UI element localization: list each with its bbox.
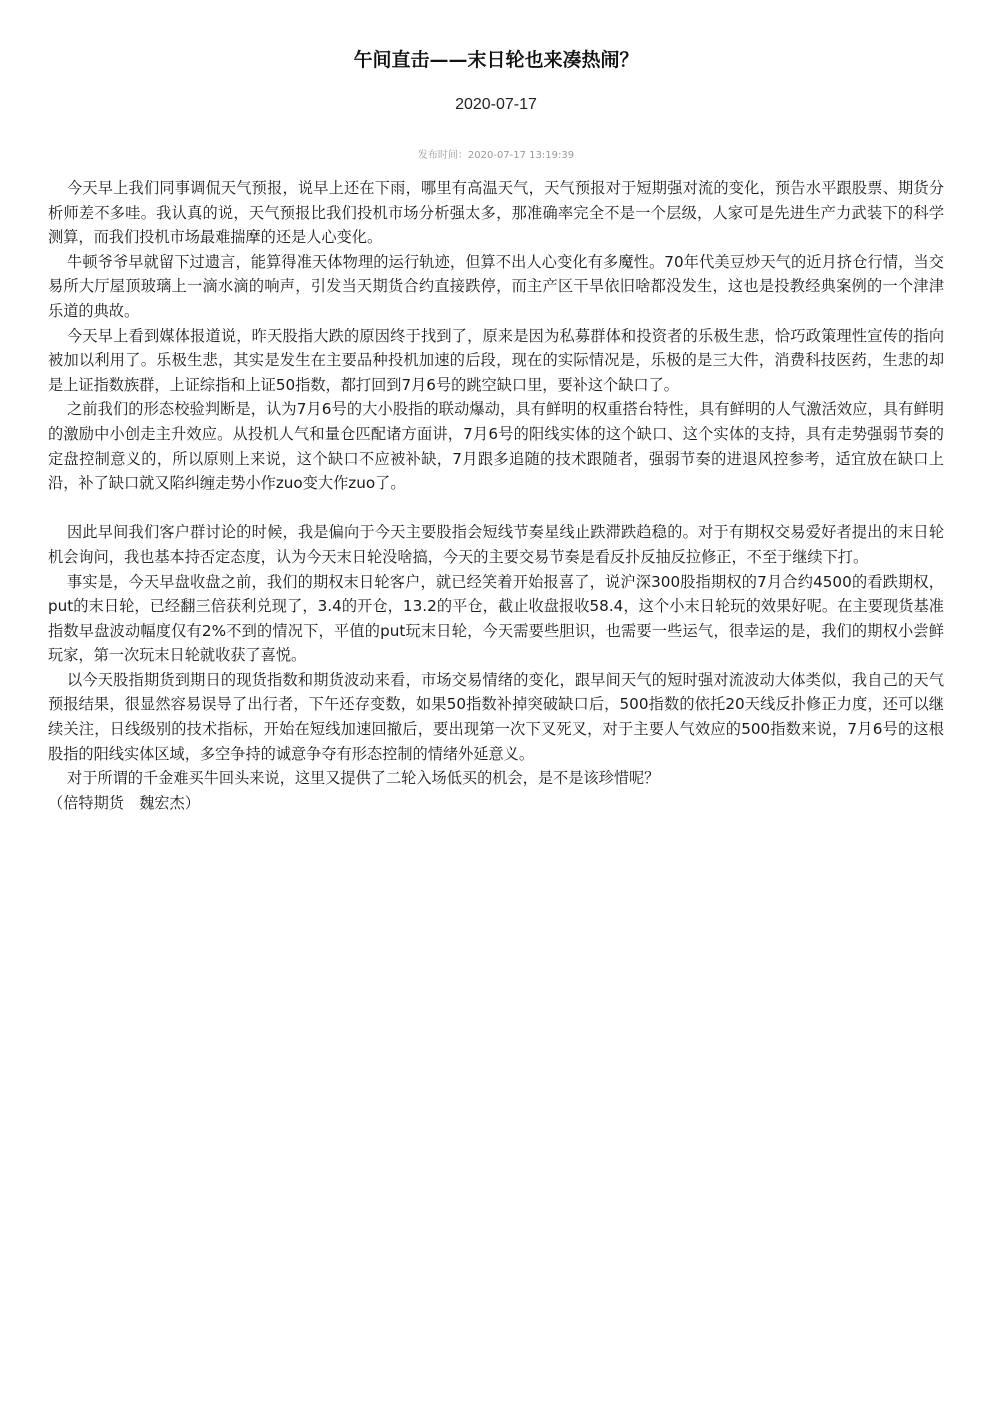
paragraph: 今天早上我们同事调侃天气预报，说早上还在下雨，哪里有高温天气，天气预报对于短期强对流的变化，预告水平跟股票、期货分析师差不多哇。我认真的说，天气预报比我们投机市场分析强太多，那准确率完全不是一个层级，人家可是先进生产力武装下的科学测算，而我们投机市场最难揣摩的还是人心变化。 [48,179,944,247]
paragraph-gap [48,496,944,521]
paragraph: 牛顿爷爷早就留下过遗言，能算得准天体物理的运行轨迹，但算不出人心变化有多魔性。70年代美豆炒天气的近月挤仓行情，当交易所大厅屋顶玻璃上一滴水滴的响声，引发当天期货合约直接跌停，而主产区干旱依旧啥都没发生，这也是投教经典案例的一个津津乐道的典故。 [48,252,944,320]
publish-time: 发布时间：2020-07-17 13:19:39 [417,150,575,161]
article-title: 午间直击——末日轮也来凑热闹？ [353,49,639,71]
paragraph: 之前我们的形态校验判断是，认为7月6号的大小股指的联动爆动，具有鲜明的权重搭台特性，具有鲜明的人气激活效应，具有鲜明的激励中小创走主升效应。从投机人气和量仓匹配诸方面讲，7月6号的阳线实体的这个缺口、这个实体的支持，具有走势强弱节奏的定盘控制意义的，所以原则上来说，这个缺口不应被补缺，7月跟多追随的技术跟随者，强弱节奏的进退风控参考，适宜放在缺口上沿，补了缺口就又陷纠缠走势小作zuo变大作zuo了。 [48,400,944,493]
paragraph: 以今天股指期货到期日的现货指数和期货波动来看，市场交易情绪的变化，跟早间天气的短时强对流波动大体类似，我自己的天气预报结果，很显然容易误导了出行者，下午还存变数，如果50指数补掉突破缺口后，500指数的依托20天线反扑修正力度，还可以继续关注，日线级别的技术指标，开始在短线加速回撤后，要出现第一次下叉死叉，对于主要人气效应的500指数来说，7月6号的这根股指的阳线实体区域，多空争持的诚意争夺有形态控制的情绪外延意义。 [48,670,944,763]
article-body [48,176,944,815]
paragraph: 对于所谓的千金难买牛回头来说，这里又提供了二轮入场低买的机会，是不是该珍惜呢？ [67,769,660,788]
article-date: 2020-07-17 [455,96,537,113]
paragraph: 因此早间我们客户群讨论的时候，我是偏向于今天主要股指会短线节奏星线止跌滞跌趋稳的。对于有期权交易爱好者提出的末日轮机会询问，我也基本持否定态度，认为今天末日轮没啥搞，今天的主要交易节奏是看反扑反抽反拉修正，不至于继续下打。 [48,523,944,566]
author-signature: （倍特期货 魏宏杰） [48,793,200,812]
paragraph: 事实是，今天早盘收盘之前，我们的期权末日轮客户，就已经笑着开始报喜了，说沪深300股指期权的7月合约4500的看跌期权，put的末日轮，已经翻三倍获利兑现了，3.4的开仓，13.2的平仓，截止收盘报收58.4，这个小末日轮玩的效果好呢。在主要现货基准指数早盘波动幅度仅有2%不到的情况下，平值的put玩末日轮，今天需要些胆识，也需要一些运气，很幸运的是，我们的期权小尝鲜玩家，第一次玩末日轮就收获了喜悦。 [48,572,944,665]
paragraph: 今天早上看到媒体报道说，昨天股指大跌的原因终于找到了，原来是因为私募群体和投资者的乐极生悲，恰巧政策理性宣传的指向被加以利用了。乐极生悲，其实是发生在主要品种投机加速的后段，现在的实际情况是，乐极的是三大件，消费科技医药，生悲的却是上证指数族群，上证综指和上证50指数，都打回到7月6号的跳空缺口里，要补这个缺口了。 [48,326,944,394]
